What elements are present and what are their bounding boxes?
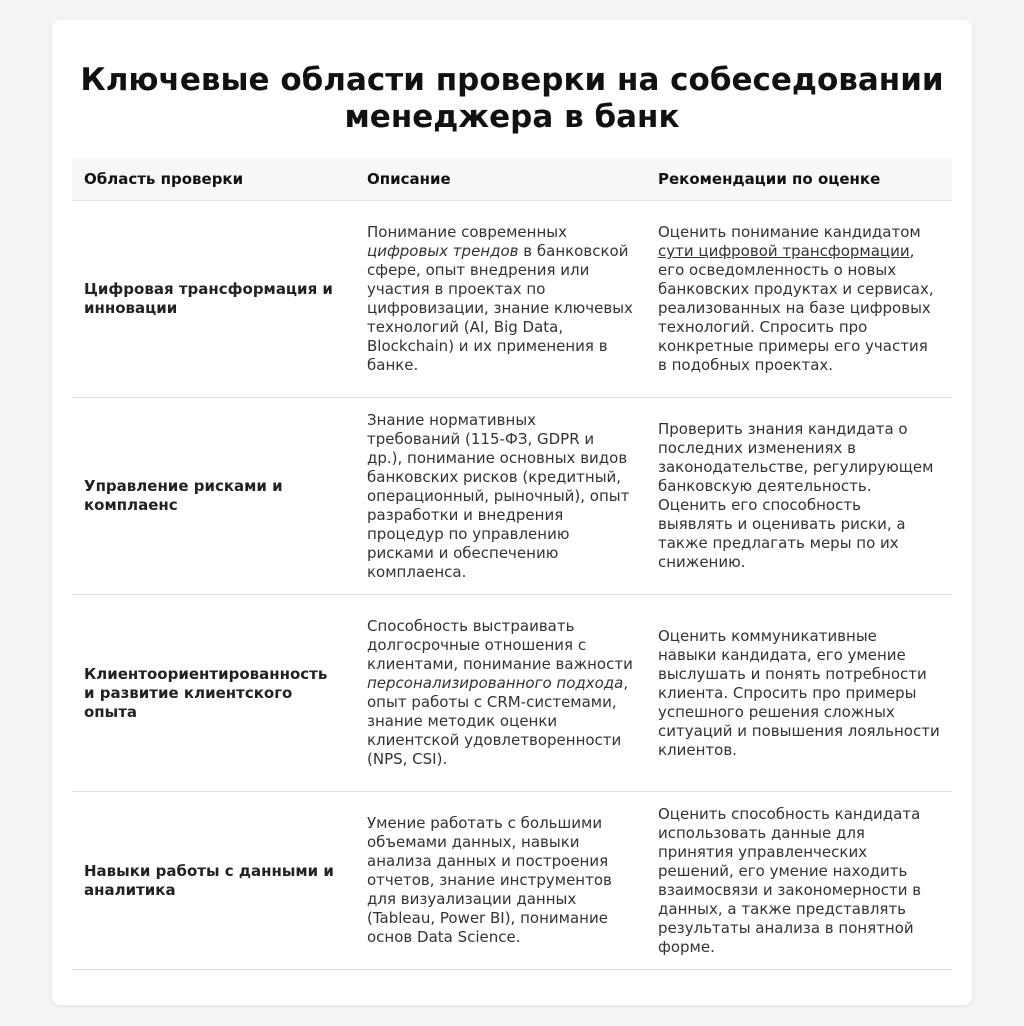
header-recommendations: Рекомендации по оценке bbox=[646, 158, 952, 201]
header-description: Описание bbox=[355, 158, 646, 201]
recommendation-cell: Проверить знания кандидата о последних изменениях в законодательстве, регулирующем банковскую деятельность. Оценить его способность выявлять и оценивать риски, а также предлагать меры по их снижению. bbox=[646, 398, 952, 595]
table-row bbox=[72, 398, 952, 595]
text: Способность выстраивать долгосрочные отношения с клиентами, понимание важности bbox=[367, 617, 633, 673]
text: в банковской сфере, опыт внедрения или участия в проектах по цифровизации, знание ключевых технологий (AI, Big Data, Blockchain) и их применения в банке. bbox=[367, 242, 633, 374]
emphasis-text: цифровых трендов bbox=[367, 242, 519, 260]
content-card bbox=[52, 20, 972, 1005]
header-area: Область проверки bbox=[72, 158, 355, 201]
table-row bbox=[72, 792, 952, 970]
area-cell: Клиентоориентированность и развитие клиентского опыта bbox=[72, 595, 355, 792]
description-cell bbox=[355, 595, 646, 792]
description-cell: Умение работать с большими объемами данных, навыки анализа данных и построения отчетов, знание инструментов для визуализации данных (Tableau, Power BI), понимание основ Data Science. bbox=[355, 792, 646, 970]
area-cell: Управление рисками и комплаенс bbox=[72, 398, 355, 595]
text: Понимание современных bbox=[367, 223, 567, 241]
table-header-row bbox=[72, 158, 952, 201]
emphasis-text: персонализированного подхода bbox=[367, 674, 624, 692]
assessment-table bbox=[72, 158, 952, 970]
text: Оценить понимание кандидатом bbox=[658, 223, 921, 241]
text: , его осведомленность о новых банковских продуктах и сервисах, реализованных на базе цифровых технологий. Спросить про конкретные примеры его участия в подобных проектах. bbox=[658, 242, 934, 374]
table-row bbox=[72, 201, 952, 398]
underlined-text: сути цифровой трансформации bbox=[658, 242, 910, 260]
area-cell: Навыки работы с данными и аналитика bbox=[72, 792, 355, 970]
description-cell bbox=[355, 201, 646, 398]
area-cell: Цифровая трансформация и инновации bbox=[72, 201, 355, 398]
table-row bbox=[72, 595, 952, 792]
recommendation-cell bbox=[646, 201, 952, 398]
text: , опыт работы с CRM-системами, знание методик оценки клиентской удовлетворенности (NPS, CSI). bbox=[367, 674, 629, 768]
description-cell: Знание нормативных требований (115-ФЗ, GDPR и др.), понимание основных видов банковских рисков (кредитный, операционный, рыночный), опыт разработки и внедрения процедур по управлению рисками и обеспечению комплаенса. bbox=[355, 398, 646, 595]
page-title: Ключевые области проверки на собеседовании менеджера в банк bbox=[80, 62, 944, 135]
recommendation-cell: Оценить способность кандидата использовать данные для принятия управленческих решений, его умение находить взаимосвязи и закономерности в данных, а также представлять результаты анализа в понятной форме. bbox=[646, 792, 952, 970]
recommendation-cell: Оценить коммуникативные навыки кандидата, его умение выслушать и понять потребности клиента. Спросить про примеры успешного решения сложных ситуаций и повышения лояльности клиентов. bbox=[646, 595, 952, 792]
